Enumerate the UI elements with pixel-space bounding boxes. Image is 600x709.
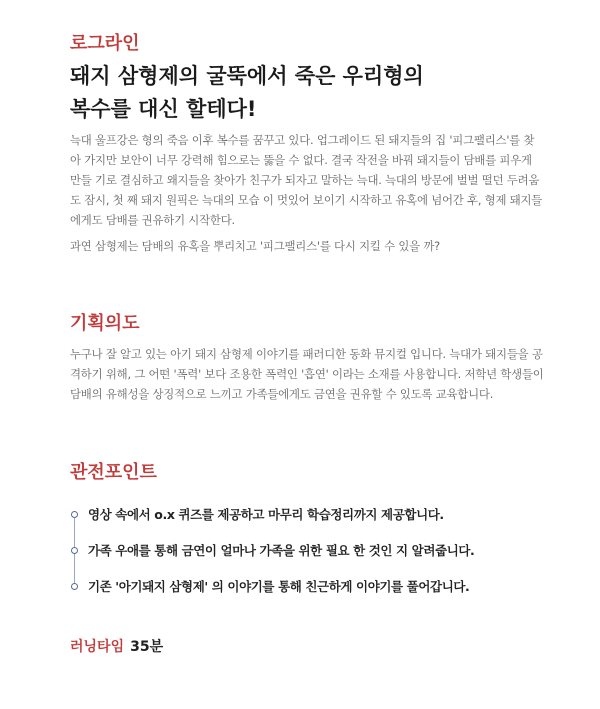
logline-heading: 로그라인 <box>70 33 140 54</box>
points-item <box>70 576 469 596</box>
points-item-text: 가족 우애를 통해 금연이 얼마나 가족을 위한 필요 한 것인 지 알려줍니다. <box>88 543 475 558</box>
points-list <box>70 500 550 600</box>
points-item-text: 영상 속에서 o.x 퀴즈를 제공하고 마무리 학습정리까지 제공합니다. <box>88 507 444 522</box>
logline-headline <box>70 60 550 126</box>
bullet-circle-icon <box>71 583 78 590</box>
points-item-text: 기존 '아기돼지 삼형제' 의 이야기를 통해 친근하게 이야기를 풀어갑니다. <box>88 579 470 594</box>
headline-line-1: 돼지 삼형제의 굴뚝에서 죽은 우리형의 <box>70 64 424 88</box>
logline-paragraph: 늑대 울프강은 형의 죽음 이후 복수를 꿈꾸고 있다. 업그레이드 된 돼지들의 집 '피그팰리스'를 찾아 가지만 보안이 너무 강력해 힘으로는 뚫을 수 없다. 결국 작전을 바꿔 돼지들이 담배를 피우게 만들 기로 결심하고 왜지들을 찾아가 친구가 되자고 말하는 늑대. 늑대의 방문에 벌벌 떨던 두려움도 잠시, 첫 째 돼지 원픽은 늑대의 모습 이 멋있어 보이기 시작하고 유혹에 넘어간 후, 형제 돼지들에게도 담배를 권유하기 시작한다. <box>70 133 543 227</box>
bullet-circle-icon <box>71 511 78 518</box>
runtime <box>70 636 163 656</box>
intent-heading: 기획의도 <box>70 313 140 334</box>
runtime-label: 러닝타임 <box>70 639 125 655</box>
headline-line-2: 복수를 대신 할테다! <box>70 97 257 121</box>
logline-question: 과연 삼형제는 담배의 유혹을 뿌리치고 '피그팰리스'를 다시 지킬 수 있을 까? <box>70 239 441 253</box>
points-heading: 관전포인트 <box>70 462 157 483</box>
runtime-value: 35분 <box>130 639 164 655</box>
points-item <box>70 540 474 560</box>
intent-paragraph: 누구나 잘 알고 있는 아기 돼지 삼형제 이야기를 패러디한 동화 뮤지컬 입니다. 늑대가 돼지들을 공격하기 위해, 그 어떤 '폭력' 보다 조용한 폭력인 '흡연' 이라는 소재를 사용합니다. 저학년 학생들이 담배의 유해성을 상징적으로 느끼고 가족들에게도 금연을 권유할 수 있도록 교육합니다. <box>70 347 544 401</box>
points-item <box>70 504 444 524</box>
bullet-circle-icon <box>71 547 78 554</box>
